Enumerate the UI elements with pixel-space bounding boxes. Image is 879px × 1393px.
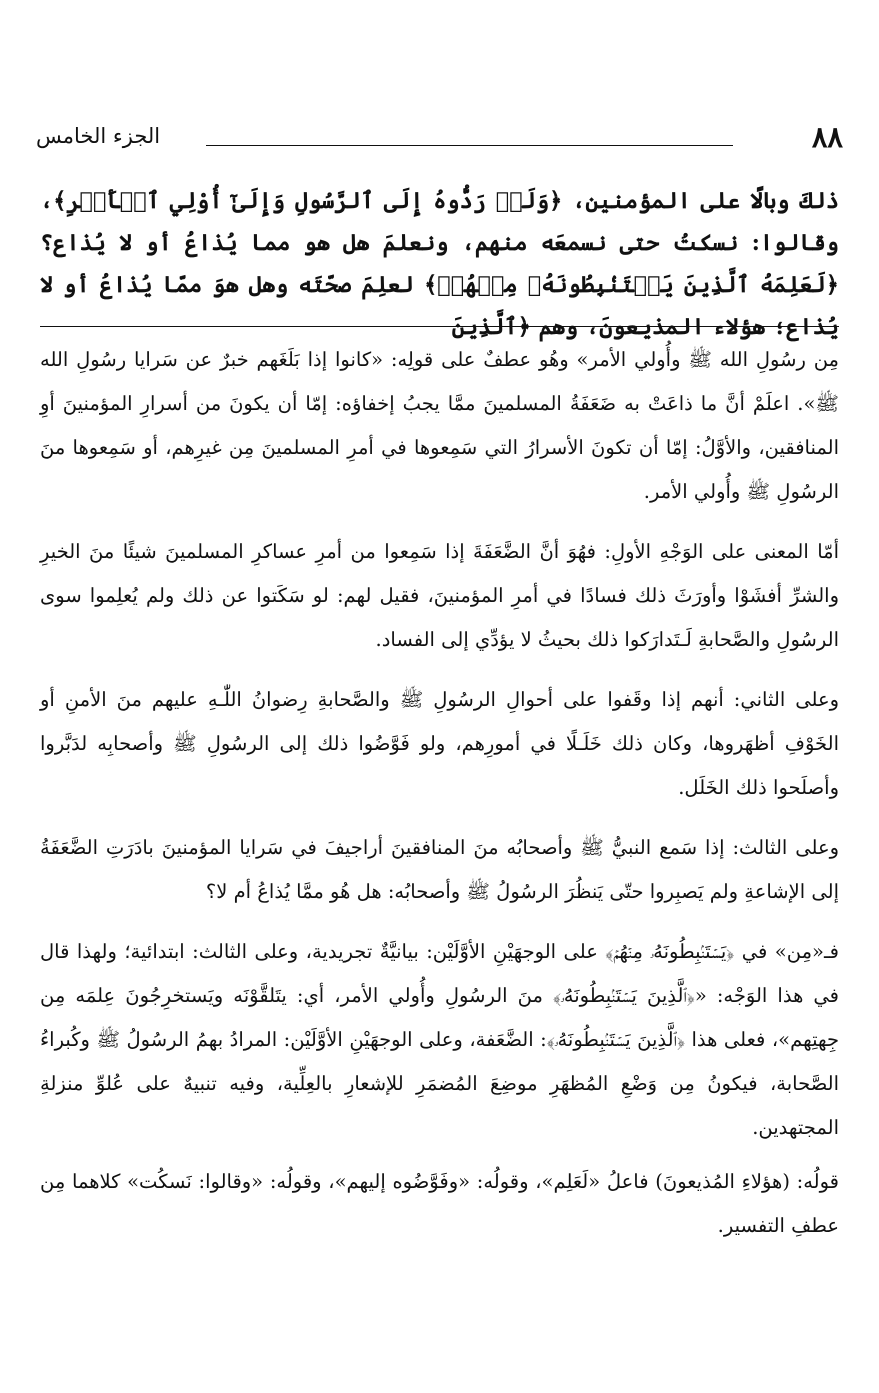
header-rule	[206, 145, 733, 146]
main-text-part: لعلِمَ صحّتَه وهل هوَ ممّا يُذاعُ أو لا يُذاع؛ هؤلاء المذيعونَ، وهم	[40, 272, 839, 340]
commentary-paragraph: أمّا المعنى على الوَجْهِ الأولِ: فهُوَ أنَّ الضَّعَفَةَ إذا سَمِعوا من أمرِ عساكرِ المسلمينَ شيئًا منَ الخيرِ والشرِّ أفشَوْا وأورَثَ ذلك فسادًا في أمرِ المؤمنينَ، فقيل لهم: لو سَكَتوا عن ذلك ولم يُعلِموا سوى الرسُولِ والصَّحابةِ لَـتَدارَكوا ذلك بحيثُ لا يؤدِّي إلى الفساد.	[40, 540, 839, 651]
section-divider	[40, 326, 839, 327]
quran-verse: ﴿لَعَلِمَهُ ٱلَّذِينَ يَسۡتَنۢبِطُونَهُۥ مِنۡهُمۡ﴾	[424, 272, 839, 298]
commentary-paragraph: مِن رسُولِ الله ﷺ وأُولي الأمر» وهُو عطفٌ على قولِه: «كانوا إذا بَلَغَهم خبرٌ عن سَرايا رسُولِ الله ﷺ». اعلَمْ أنَّ ما ذاعَتْ به ضَعَفَةُ المسلمينَ ممَّا يجبُ إخفاؤه: إمّا أن يكونَ من أسرارِ المؤمنينَ أوِ المنافقين، والأوَّلُ: إمّا أن تكونَ الأسرارُ التي سَمِعوها في أمرِ المسلمينَ مِن غيرِهم، أو سَمِعوها منَ الرسُولِ ﷺ وأُولي الأمر.	[40, 348, 839, 503]
quran-verse: ﴿وَلَوۡ رَدُّوهُ إِلَى ٱلرَّسُولِ وَإِلَىٰٓ أُوْلِي ٱلۡأَمۡرِ﴾	[53, 188, 563, 214]
page-number: ٨٨	[811, 120, 843, 154]
running-title: الجزء الخامس	[36, 124, 161, 148]
commentary-paragraph: قولُه: (هؤلاءِ المُذيعونَ) فاعلُ «لَعَلِم»، وقولُه: «وفَوَّضُوه إليهم»، وقولُه: «وقالوا: نَسكُت» كلاهما مِن عطفِ التفسير.	[40, 1170, 839, 1237]
quran-verse: ﴿ٱلَّذِينَ	[451, 314, 531, 340]
commentary-paragraph: وعلى الثالث: إذا سَمع النبيُّ ﷺ وأصحابُه منَ المنافقينَ أراجيفَ في سَرايا المؤمنينَ بادَرَتِ الضَّعَفَةُ إلى الإشاعةِ ولم يَصبِروا حتّى يَنظُرَ الرسُولُ ﷺ وأصحابُه: هل هُو ممَّا يُذاعُ أم لا؟	[40, 836, 839, 903]
main-text	[40, 180, 840, 340]
main-text-part: ، وقالوا: نسكتُ حتى نسمعَه منهم، ونعلمَ هل هو مما يُذاعُ أو لا يُذاع؟	[40, 188, 839, 256]
commentary-paragraph: فـ«مِن» في ﴿يَسۡتَنۢبِطُونَهُۥ مِنۡهُمۡ﴾ على الوجهَيْنِ الأوَّلَيْن: بيانيَّةٌ تجريدية، وعلى الثالث: ابتدائية؛ ولهذا قال في هذا الوَجْه: «﴿ٱلَّذِينَ يَسۡتَنۢبِطُونَهُۥ﴾ منَ الرسُولِ وأُولي الأمر، أي: يتَلقَّوْنَه ويَستخرِجُونَ عِلمَه مِن جِهتِهم»، فعلى هذا ﴿ٱلَّذِينَ يَسۡتَنۢبِطُونَهُۥ﴾: الضَّعَفة، وعلى الوجهَيْنِ الأوَّلَيْن: المرادُ بهمُ الرسُولُ ﷺ وكُبراءُ الصَّحابة، فيكونُ مِن وَضْعِ المُظهَرِ موضِعَ المُضمَرِ للإشعارِ بالعِلِّية، وفيه تنبيهٌ على عُلوِّ منزلةِ المجتهدين.	[40, 940, 839, 1139]
commentary-text	[40, 338, 839, 1264]
commentary-paragraph: وعلى الثاني: أنهم إذا وقَفوا على أحوالِ الرسُولِ ﷺ والصَّحابةِ رِضوانُ اللّٰـهِ عليهم منَ الأمنِ أو الخَوْفِ أظهَروها، وكان ذلك خَلَـلًا في أمورِهم، ولو فَوَّضُوا ذلك إلى الرسُولِ ﷺ وأصحابِه لدَبَّروا وأصلَحوا ذلك الخَلَل.	[40, 688, 839, 799]
main-text-part: ذلكَ وبالًا على المؤمنين،	[562, 188, 840, 214]
page-header	[36, 118, 843, 152]
